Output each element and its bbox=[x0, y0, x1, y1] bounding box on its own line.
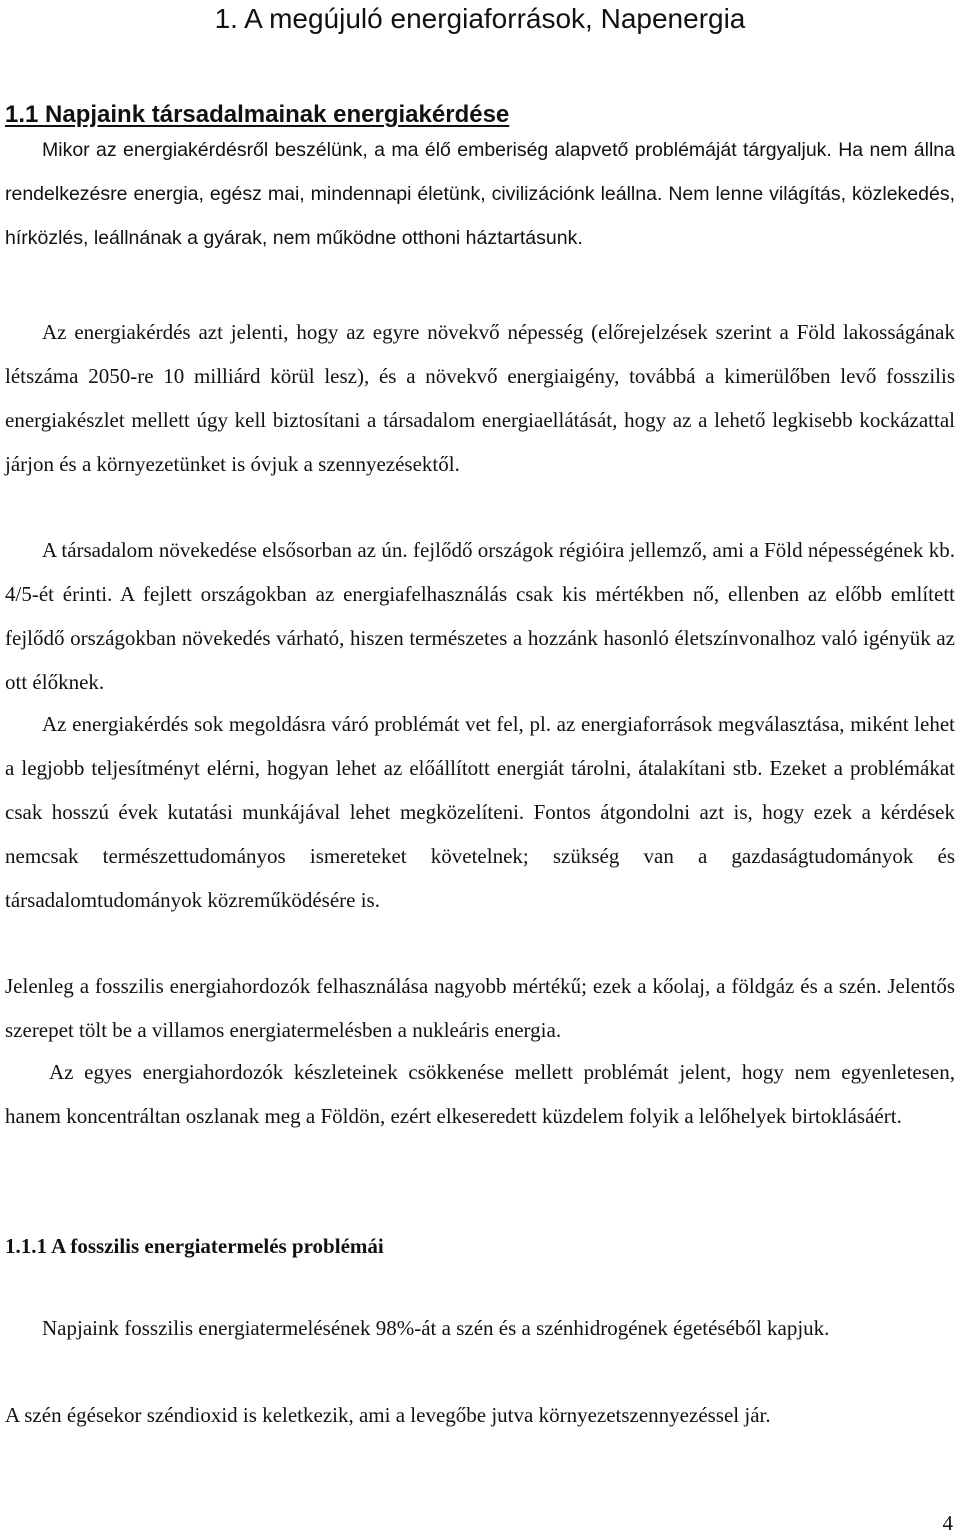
paragraph-energy-question: Az energiakérdés azt jelenti, hogy az egyre növekvő népesség (előrejelzések szerint a Föld lakosságának létszáma 2050-re 10 milliárd körül lesz), és a növekvő energiaigény, továbbá a kimerülőben levő fosszilis energiakészlet mellett úgy kell biztosítani a társadalom energiaellátását, hogy az a lehető legkisebb kockázattal járjon és a környezetünket is óvjuk a szennyezésektől. bbox=[5, 320, 955, 476]
paragraph-fossil-share: Napjaink fosszilis energiatermelésének 98%-át a szén és a szénhidrogének égetéséből kapjuk. bbox=[42, 1316, 830, 1340]
paragraph-resources: Az egyes energiahordozók készleteinek csökkenése mellett problémát jelent, hogy nem egyenletesen, hanem koncentráltan oszlanak meg a Földön, ezért elkeseredett küzdelem folyik a lelőhelyek birtoklásáért. bbox=[5, 1060, 955, 1128]
page-number: 4 bbox=[942, 1511, 953, 1535]
paragraph-problems: Az energiakérdés sok megoldásra váró problémát vet fel, pl. az energiaforrások megválasztása, miként lehet a legjobb teljesítményt elérni, hogyan lehet az előállított energiát tárolni, átalakítani stb. Ezeket a problémákat csak hosszú évek kutatási munkájával lehet megközelíteni. Fontos átgondolni azt is, hogy ezek a kérdések nemcsak természettudományos ismereteket követelnek; szükség van a gazdaságtudományok és társadalomtudományok közreműködésére is. bbox=[5, 712, 955, 912]
chapter-title: 1. A megújuló energiaforrások, Napenergia bbox=[214, 3, 746, 34]
paragraph-society-growth: A társadalom növekedése elsősorban az ún. fejlődő országok régióira jellemző, ami a Föld népességének kb. 4/5-ét érinti. A fejlett országokban az energiafelhasználás csak kis mértékben nő, ellenben az előbb említett fejlődő országokban növekedés várható, hiszen természetes a hozzánk hasonló életszínvonalhoz való igényük az ott élőknek. bbox=[5, 538, 955, 694]
section-heading: 1.1 Napjaink társadalmainak energiakérdése bbox=[5, 101, 510, 128]
paragraph-intro: Mikor az energiakérdésről beszélünk, a ma élő emberiség alapvető problémáját tárgyaljuk. Ha nem állna rendelkezésre energia, egész mai, mindennapi életünk, civilizációnk leállna. Nem lenne világítás, közlekedés, hírközlés, leállnának a gyárak, nem működne otthoni háztartásunk. bbox=[5, 139, 955, 249]
paragraph-fossil-fuels: Jelenleg a fosszilis energiahordozók felhasználása nagyobb mértékű; ezek a kőolaj, a földgáz és a szén. Jelentős szerepet tölt be a villamos energiatermelésben a nukleáris energia. bbox=[5, 974, 955, 1042]
subsection-heading: 1.1.1 A fosszilis energiatermelés problémái bbox=[5, 1234, 384, 1258]
paragraph-co2: A szén égésekor széndioxid is keletkezik, ami a levegőbe jutva környezetszennyezéssel jár. bbox=[5, 1403, 771, 1427]
